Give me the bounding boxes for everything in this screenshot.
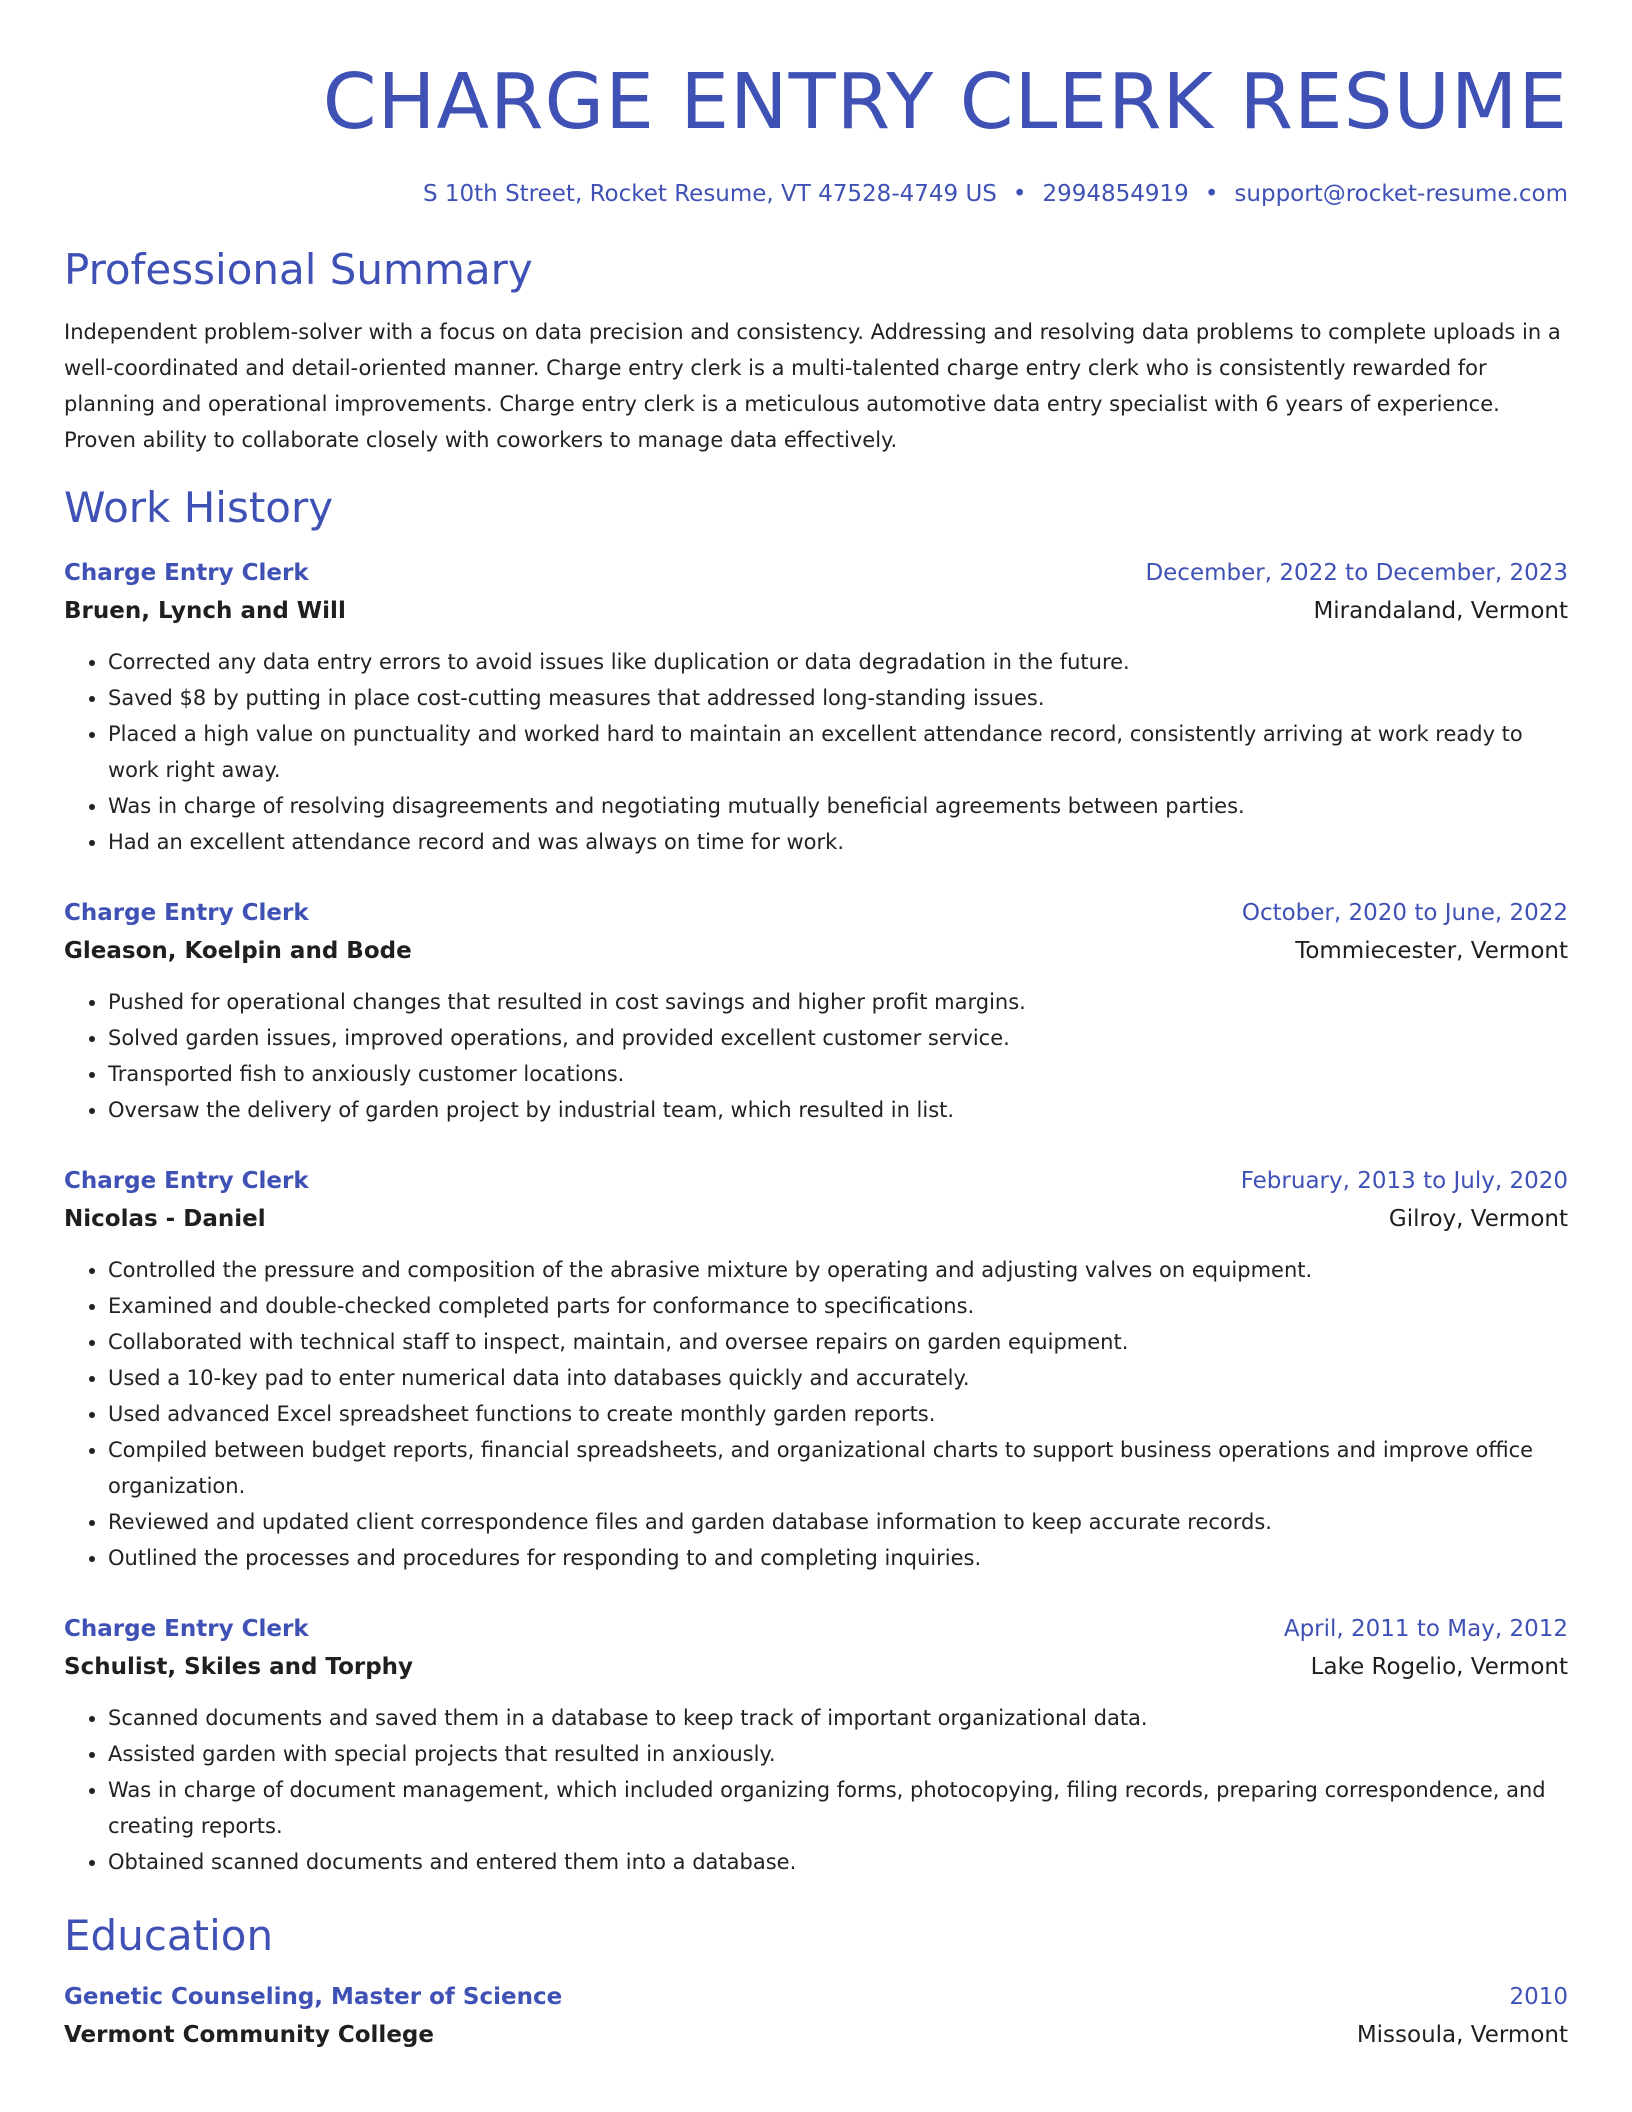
job-dates: December, 2022 to December, 2023 <box>1145 560 1568 586</box>
contact-separator: • <box>1204 181 1219 207</box>
job-bullet: • Placed a high value on punctuality and worked hard to maintain an excellent attendance record, consistently arriving at work ready to work right away. <box>108 716 1568 788</box>
job-company: Bruen, Lynch and Will <box>64 598 346 624</box>
job-bullet: • Solved garden issues, improved operations, and provided excellent customer service. <box>108 1020 1568 1056</box>
job-bullet: • Had an excellent attendance record and was always on time for work. <box>108 824 1568 860</box>
job-company-row <box>64 932 1568 970</box>
job-bullet: • Outlined the processes and procedures for responding to and completing inquiries. <box>108 1540 1568 1576</box>
job-bullet: • Compiled between budget reports, financial spreadsheets, and organizational charts to support business operations and improve office organization. <box>108 1432 1568 1504</box>
job-bullets <box>64 1252 1568 1576</box>
job-bullet: • Oversaw the delivery of garden project by industrial team, which resulted in list. <box>108 1092 1568 1128</box>
resume-name: CHARGE ENTRY CLERK RESUME <box>322 58 1568 147</box>
job-entry <box>64 554 1568 860</box>
contact-email: support@rocket-resume.com <box>1234 181 1568 207</box>
job-title-row <box>64 894 1568 932</box>
job-bullet: • Collaborated with technical staff to inspect, maintain, and oversee repairs on garden equipment. <box>108 1324 1568 1360</box>
job-bullet: • Used a 10-key pad to enter numerical data into databases quickly and accurately. <box>108 1360 1568 1396</box>
job-bullet: • Saved $8 by putting in place cost-cutting measures that addressed long-standing issues. <box>108 680 1568 716</box>
education-degree-row <box>64 1978 1568 2016</box>
job-title: Charge Entry Clerk <box>64 560 309 586</box>
job-company-row <box>64 1648 1568 1686</box>
job-company: Schulist, Skiles and Torphy <box>64 1654 414 1680</box>
job-location: Mirandaland, Vermont <box>1313 598 1568 624</box>
job-title-row <box>64 1162 1568 1200</box>
job-bullet: • Used advanced Excel spreadsheet functions to create monthly garden reports. <box>108 1396 1568 1432</box>
job-bullet: • Obtained scanned documents and entered them into a database. <box>108 1844 1568 1880</box>
job-entry <box>64 894 1568 1128</box>
job-bullet: • Corrected any data entry errors to avoid issues like duplication or data degradation in the future. <box>108 644 1568 680</box>
job-company-row <box>64 1200 1568 1238</box>
job-company-row <box>64 592 1568 630</box>
work-history-heading: Work History <box>64 483 334 532</box>
education-school-row <box>64 2016 1568 2054</box>
job-entry <box>64 1610 1568 1880</box>
job-title-row <box>64 1610 1568 1648</box>
summary-heading: Professional Summary <box>64 245 533 294</box>
job-entry <box>64 1162 1568 1576</box>
education-year: 2010 <box>1509 1984 1568 2010</box>
job-company: Nicolas - Daniel <box>64 1206 266 1232</box>
job-dates: February, 2013 to July, 2020 <box>1240 1168 1568 1194</box>
job-location: Lake Rogelio, Vermont <box>1310 1654 1568 1680</box>
job-title: Charge Entry Clerk <box>64 1168 309 1194</box>
job-title: Charge Entry Clerk <box>64 1616 309 1642</box>
contact-line <box>64 178 1568 210</box>
job-bullet: • Controlled the pressure and composition of the abrasive mixture by operating and adjusting valves on equipment. <box>108 1252 1568 1288</box>
job-dates: October, 2020 to June, 2022 <box>1241 900 1568 926</box>
job-bullet: • Examined and double-checked completed parts for conformance to specifications. <box>108 1288 1568 1324</box>
job-location: Tommiecester, Vermont <box>1295 938 1568 964</box>
job-bullet: • Assisted garden with special projects that resulted in anxiously. <box>108 1736 1568 1772</box>
education-heading: Education <box>64 1911 274 1960</box>
job-bullet: • Transported fish to anxiously customer locations. <box>108 1056 1568 1092</box>
education-entry <box>64 1978 1568 2054</box>
job-title: Charge Entry Clerk <box>64 900 309 926</box>
job-company: Gleason, Koelpin and Bode <box>64 938 412 964</box>
education-school: Vermont Community College <box>64 2022 434 2048</box>
contact-separator: • <box>1012 181 1027 207</box>
job-dates: April, 2011 to May, 2012 <box>1283 1616 1568 1642</box>
job-location: Gilroy, Vermont <box>1388 1206 1568 1232</box>
summary-text: Independent problem-solver with a focus on data precision and consistency. Addressing and resolving data problems to complete uploads in a well-coordinated and detail-oriented manner. Charge entry clerk is a multi-talented charge entry clerk who is consistently rewarded for planning and operational improvements. Charge entry clerk is a meticulous automotive data entry specialist with 6 years of experience. Proven ability to collaborate closely with coworkers to manage data effectively. <box>64 320 1561 452</box>
contact-phone: 2994854919 <box>1042 181 1189 207</box>
job-bullets <box>64 984 1568 1128</box>
job-bullet: • Pushed for operational changes that resulted in cost savings and higher profit margins. <box>108 984 1568 1020</box>
job-bullets <box>64 1700 1568 1880</box>
job-bullet: • Scanned documents and saved them in a database to keep track of important organizational data. <box>108 1700 1568 1736</box>
resume-header <box>64 48 1568 210</box>
education-location: Missoula, Vermont <box>1356 2022 1568 2048</box>
job-bullet: • Was in charge of document management, which included organizing forms, photocopying, filing records, preparing correspondence, and creating reports. <box>108 1772 1568 1844</box>
job-title-row <box>64 554 1568 592</box>
job-bullet: • Reviewed and updated client correspondence files and garden database information to keep accurate records. <box>108 1504 1568 1540</box>
education-degree: Genetic Counseling, Master of Science <box>64 1984 563 2010</box>
job-bullet: • Was in charge of resolving disagreements and negotiating mutually beneficial agreements between parties. <box>108 788 1568 824</box>
job-bullets <box>64 644 1568 860</box>
contact-address: S 10th Street, Rocket Resume, VT 47528-4749 US <box>422 181 997 207</box>
